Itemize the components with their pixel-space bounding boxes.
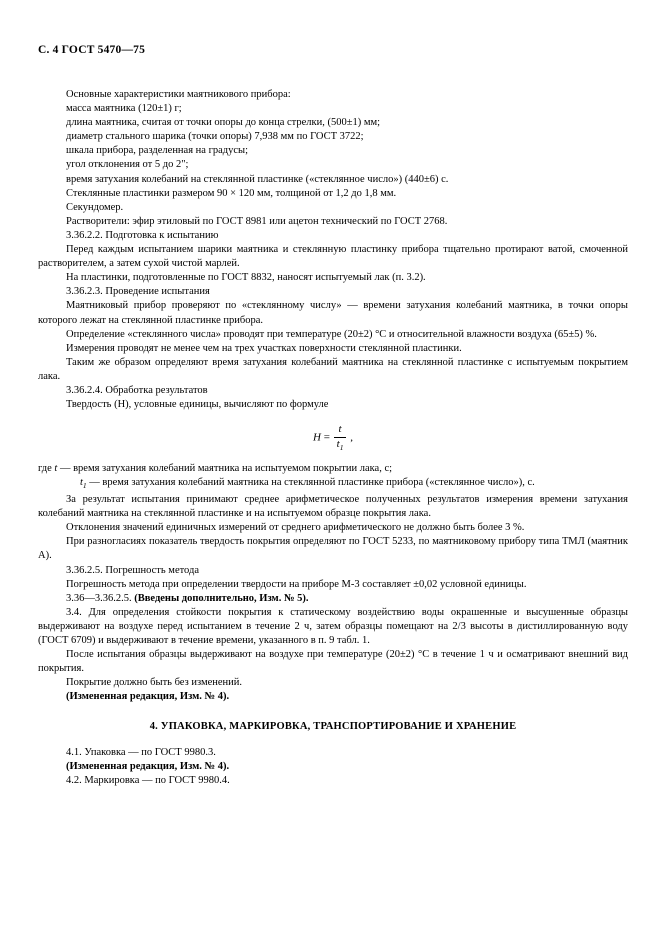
clause-3-36-2-2-title: 3.36.2.2. Подготовка к испытанию	[66, 229, 219, 241]
spec-solvents: Растворители: эфир этиловый по ГОСТ 8981 или ацетон технический по ГОСТ 2768.	[66, 215, 448, 227]
clause-3-36-2-3-para-4: Таким же образом определяют время затухания колебаний маятника на стеклянной пластинке с испытуемым покрытием лака.	[38, 356, 628, 382]
spec-stopwatch: Секундомер.	[66, 201, 124, 213]
formula-fraction	[334, 424, 347, 452]
clause-4-2: 4.2. Маркировка — по ГОСТ 9980.4.	[66, 774, 230, 786]
paragraph-average-result: За результат испытания принимают среднее арифметическое полученных результатов измерения времени затухания колебаний маятника на стеклянной пластинке и на испытуемом образце покрытия лака.	[38, 494, 628, 520]
clause-range-note	[38, 592, 628, 606]
where-desc-t1: — время затухания колебаний маятника на стеклянной пластинке прибора («стеклянное число»), с.	[86, 476, 535, 488]
section-4-title: 4. УПАКОВКА, МАРКИРОВКА, ТРАНСПОРТИРОВАНИЕ И ХРАНЕНИЕ	[149, 721, 517, 733]
where-var-t1: t	[80, 476, 83, 488]
clause-3-36-2-3-title: 3.36.2.3. Проведение испытания	[66, 286, 210, 298]
paragraph-intro: Основные характеристики маятникового прибора:	[66, 89, 291, 100]
paragraph-disagreement: При разногласиях показатель твердость покрытия определяют по ГОСТ 5233, по маятниковому прибору типа ТМЛ (маятник А).	[38, 536, 628, 562]
formula-denominator-subscript: 1	[339, 442, 344, 452]
clause-3-36-2-4-title: 3.36.2.4. Обработка результатов	[66, 384, 208, 396]
spec-scale: шкала прибора, разделенная на градусы;	[66, 145, 249, 157]
where-prefix: где	[38, 462, 55, 474]
clause-3-36-2-3-para-1: Маятниковый прибор проверяют по «стеклянному числу» — времени затухания колебаний маятника, в точки опоры которого лежат на стеклянной пластинке прибора.	[38, 300, 628, 326]
clause-range-label: 3.36—3.36.2.5.	[66, 592, 135, 604]
formula-equals: =	[323, 431, 330, 444]
where-var-t: t	[54, 462, 58, 474]
formula-lhs: H	[313, 431, 321, 444]
formula-denominator-var: t	[336, 437, 340, 450]
clause-3-36-2-4-para-1: Твердость (H), условные единицы, вычисляют по формуле	[66, 399, 329, 411]
spec-mass: масса маятника (120±1) г;	[66, 103, 182, 115]
clause-range-bold-note: (Введены дополнительно, Изм. № 5).	[134, 592, 309, 604]
spec-glass-plates: Стеклянные пластинки размером 90 × 120 мм, толщиной от 1,2 до 1,8 мм.	[66, 187, 397, 199]
formula-where-line-2	[38, 476, 628, 493]
clause-3-36-2-2-para-1: Перед каждым испытанием шарики маятника и стеклянную пластинку прибора тщательно протирают ватой, смоченной растворителем, а затем сухой чистой марлей.	[38, 244, 628, 270]
clause-3-36-2-3-para-2: Определение «стеклянного числа» проводят при температуре (20±2) °С и относительной влажности воздуха (65±5) %.	[66, 328, 597, 340]
formula-trailing-comma: ,	[350, 431, 353, 444]
paragraph-after-test: После испытания образцы выдерживают на воздухе при температуре (20±2) °С в течение 1 ч и осматривают внешний вид покрытия.	[38, 649, 628, 675]
spec-angle: угол отклонения от 5 до 2";	[66, 159, 189, 171]
clause-3-4: 3.4. Для определения стойкости покрытия к статическому воздействию воды окрашенные и высушенные образцы выдерживают на воздухе перед испытанием в течение 2 ч, затем образцы помещают на 2/3 высоты в дистиллированную воду (ГОСТ 6709) и выдерживают в течение времени, указанного в п. 9 табл. 1.	[38, 606, 628, 646]
page-header: С. 4 ГОСТ 5470—75	[38, 44, 146, 56]
edition-note-1: (Измененная редакция, Изм. № 4).	[66, 691, 230, 703]
formula-where-line-1	[38, 462, 628, 476]
where-desc-t: — время затухания колебаний маятника на испытуемом покрытии лака, с;	[57, 462, 393, 474]
hardness-formula	[38, 424, 628, 452]
where-var-t1-subscript: 1	[82, 480, 87, 490]
spec-length: длина маятника, считая от точки опоры до конца стрелки, (500±1) мм;	[66, 117, 381, 129]
spec-ball-diameter: диаметр стального шарика (точки опоры) 7,938 мм по ГОСТ 3722;	[66, 131, 364, 143]
spec-damping-time: время затухания колебаний на стеклянной пластинке («стеклянное число») (440±6) с.	[66, 173, 449, 185]
formula-numerator: t	[334, 424, 347, 438]
document-body	[38, 88, 628, 788]
clause-4-1: 4.1. Упаковка — по ГОСТ 9980.3.	[66, 746, 216, 758]
clause-3-36-2-5-para-1: Погрешность метода при определении твердости на приборе М-3 составляет ±0,02 условной единицы.	[66, 578, 527, 590]
paragraph-coating-unchanged: Покрытие должно быть без изменений.	[66, 677, 243, 689]
clause-3-36-2-5-title: 3.36.2.5. Погрешность метода	[66, 564, 200, 576]
edition-note-2: (Измененная редакция, Изм. № 4).	[66, 760, 230, 772]
clause-3-36-2-3-para-3: Измерения проводят не менее чем на трех участках поверхности стеклянной пластинки.	[66, 342, 462, 354]
clause-3-36-2-2-para-2: На пластинки, подготовленные по ГОСТ 8832, наносят испытуемый лак (п. 3.2).	[66, 272, 426, 284]
paragraph-deviation: Отклонения значений единичных измерений от среднего арифметического не должно быть более 3 %.	[66, 522, 525, 534]
formula-denominator	[334, 438, 347, 452]
